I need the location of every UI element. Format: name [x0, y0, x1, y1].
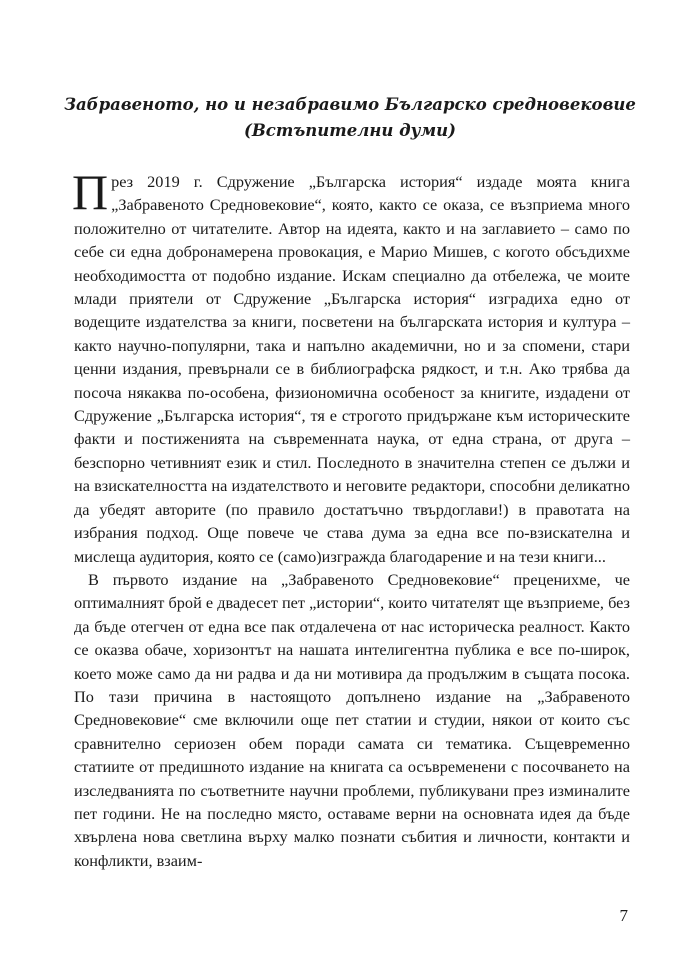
paragraph-2-text: В първото издание на „Забравеното Средновековие“ прецениxме, че оптималният брой е двадесет пет „истории“, които читателят ще възприеме, без да бъде отегчен от една все пак отдалечена от нас историческа реалност. Както се оказва обаче, хоризонтът на нашата интелигентна публика е все по-широк, което може само да ни радва и да ни мотивира да продължим в същата посока. По тази причина в настоящото допълнено издание на „Забравеното Средновековие“ сме включили още пет статии и студии, някои от които със сравнително сериозен обем поради самата си тематика. Същевременно статиите от предишното издание на книгата са осъвременени с посочването на изследванията по съответните научни проблеми, публикувани през изминалите пет години. Не на последно място, оставаме верни на основната идея да бъде хвърлена нова светлина върху малко познати събития и личности, контакти и конфликти, взаим- [74, 569, 630, 870]
drop-cap-letter: П [72, 164, 109, 220]
chapter-title [60, 92, 640, 144]
body-text [72, 164, 630, 872]
page-number: 7 [619, 906, 628, 925]
chapter-title-line-2: (Встъпителни думи) [244, 121, 456, 140]
paragraph-2 [74, 568, 630, 872]
paragraph-1-text: рез 2019 г. Сдружение „Българска история“ издаде моята книга „Забравеното Средновековие“, която, както се оказа, се възприема много положително от читателите. Автор на идеята, както и на заглавието – само по себе си една добронамерена провокация, е Марио Мишев, с когото обсъдихме необходимостта от подобно издание. Искам специално да отбележа, че моите млади приятели от Сдружение „Българска история“ изградиха едно от водещите издателства за книги, посветени на българската история и култура – както научно-популярни, така и напълно академични, но и за спомени, стари ценни издания, превърнали се в библиографска рядкост, и т.н. Ако трябва да посоча някаква по-особена, физиономична особеност за книгите, издадени от Сдружение „Българска история“, тя е строгото придържане към историческите факти и постиженията на съвременната наука, от една страна, от друга – безспорно четивният език и стил. Последното в значителна степен се дължи и на взискателността на издателството и неговите редактори, способни деликатно да убедят авторите (по правило достатъчно твърдоглави!) в правотата на избрания подход. Още повече че става дума за една все по-взискателна и мислеща аудитория, която се (само)изгражда благодарение и на тези книги... [74, 172, 630, 566]
paragraph-1 [72, 164, 630, 568]
chapter-title-line-1: Забравеното, но и незабравимо Българско средновековие [64, 95, 636, 114]
